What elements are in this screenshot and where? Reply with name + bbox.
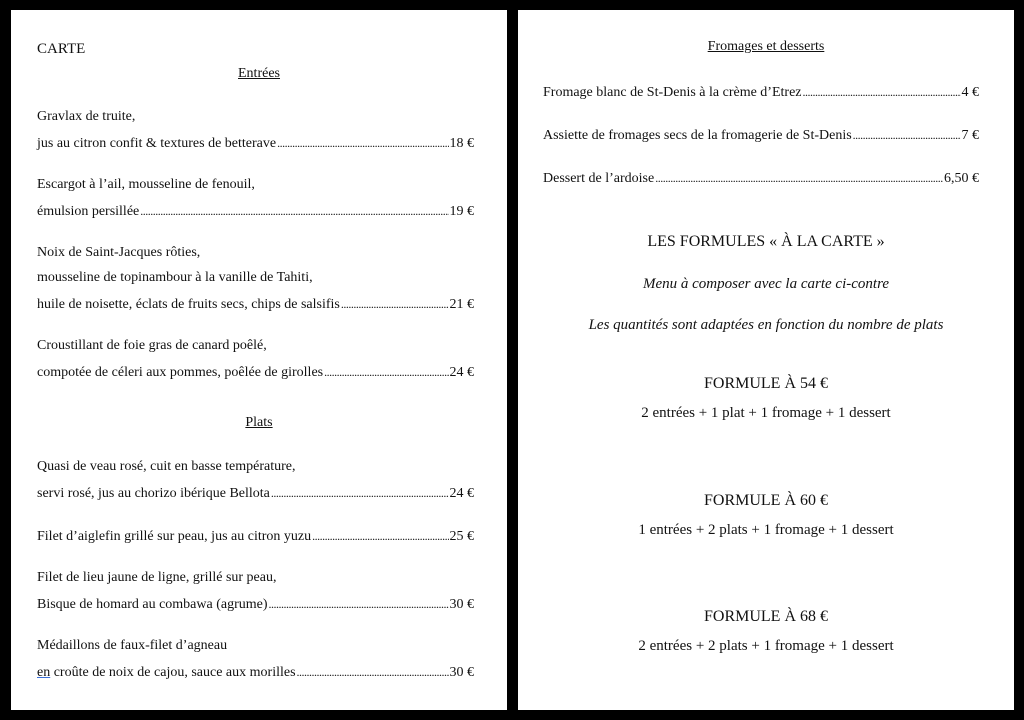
entree-2-price-row: [37, 202, 474, 221]
dot-leader: [341, 295, 449, 313]
dessert-item-2: [543, 126, 979, 145]
entree-1-line-1: Gravlax de truite,: [37, 109, 136, 124]
plat-3-price-row: [37, 595, 474, 614]
plat-4-prefix: en: [37, 665, 51, 680]
entree-3-price: 21 €: [449, 297, 474, 312]
plat-1-description: servi rosé, jus au chorizo ibérique Bellota: [37, 486, 270, 501]
entree-4-price-row: [37, 363, 474, 382]
formule-2-detail: 1 entrées + 2 plats + 1 fromage + 1 dessert: [638, 522, 894, 538]
dessert-item-3-price: 6,50 €: [944, 171, 979, 186]
dessert-item-1-price: 4 €: [961, 85, 979, 100]
formule-3-detail: 2 entrées + 2 plats + 1 fromage + 1 dessert: [638, 638, 894, 654]
dessert-item-3: [543, 169, 979, 188]
dot-leader: [277, 134, 448, 152]
entree-1-price-row: [37, 134, 474, 153]
dessert-item-1: [543, 83, 979, 102]
plat-3-description: Bisque de homard au combawa (agrume): [37, 597, 268, 612]
entree-4-description: compotée de céleri aux pommes, poêlée de girolles: [37, 365, 324, 380]
fromages-desserts-heading: Fromages et desserts: [707, 39, 825, 54]
dot-leader: [655, 169, 943, 187]
plat-4-price: 30 €: [449, 665, 474, 680]
menu-page-right: [518, 10, 1014, 710]
plat-1-line-1: Quasi de veau rosé, cuit en basse température,: [37, 459, 296, 474]
plat-3-price: 30 €: [449, 597, 474, 612]
formules-subtitle-2: Les quantités sont adaptées en fonction du nombre de plats: [588, 317, 944, 333]
formules-subtitle-1: Menu à composer avec la carte ci-contre: [642, 276, 890, 292]
dessert-item-2-price: 7 €: [961, 128, 979, 143]
plat-1-price: 24 €: [449, 486, 474, 501]
dot-leader: [312, 527, 448, 545]
plat-4-description: [37, 664, 296, 682]
entree-4-price: 24 €: [449, 365, 474, 380]
menu-title: CARTE: [37, 41, 86, 57]
formules-title: LES FORMULES « À LA CARTE »: [647, 233, 885, 250]
entree-4-line-1: Croustillant de foie gras de canard poêlé,: [37, 338, 267, 353]
dessert-item-1-label: Fromage blanc de St-Denis à la crème d’Etrez: [543, 85, 802, 100]
plat-4-price-row: [37, 663, 474, 682]
plat-4-line-1: Médaillons de faux-filet d’agneau: [37, 638, 228, 653]
entree-1-price: 18 €: [449, 136, 474, 151]
dot-leader: [853, 126, 961, 144]
formule-3-title: FORMULE À 68 €: [703, 608, 828, 625]
entree-3-line-1: Noix de Saint-Jacques rôties,: [37, 245, 201, 260]
dot-leader: [803, 83, 961, 101]
entrees-heading: Entrées: [238, 66, 280, 81]
formule-1-title: FORMULE À 54 €: [703, 375, 828, 392]
dessert-item-2-label: Assiette de fromages secs de la fromagerie de St-Denis: [543, 128, 852, 143]
formule-1-detail: 2 entrées + 1 plat + 1 fromage + 1 dessert: [641, 405, 891, 421]
entree-3-price-row: [37, 295, 474, 314]
plat-2-price: 25 €: [449, 529, 474, 544]
entree-3-line-2: mousseline de topinambour à la vanille de Tahiti,: [37, 270, 313, 285]
entree-2-price: 19 €: [449, 204, 474, 219]
entree-1-description: jus au citron confit & textures de betterave: [37, 136, 277, 151]
dot-leader: [140, 202, 448, 220]
dot-leader: [271, 484, 449, 502]
entree-3-description: huile de noisette, éclats de fruits secs, chips de salsifis: [37, 297, 340, 312]
menu-page-left: [11, 10, 507, 710]
entree-2-line-1: Escargot à l’ail, mousseline de fenouil,: [37, 177, 255, 192]
plat-4-rest: croûte de noix de cajou, sauce aux morilles: [50, 665, 296, 680]
plat-2-price-row: [37, 527, 474, 546]
formule-2-title: FORMULE À 60 €: [703, 492, 828, 509]
plat-2-description: Filet d’aiglefin grillé sur peau, jus au citron yuzu: [37, 529, 312, 544]
plat-1-price-row: [37, 484, 474, 503]
plats-heading: Plats: [245, 415, 273, 430]
entree-2-description: émulsion persillée: [37, 204, 140, 219]
dot-leader: [269, 595, 449, 613]
plat-3-line-1: Filet de lieu jaune de ligne, grillé sur peau,: [37, 570, 277, 585]
dot-leader: [324, 363, 448, 381]
dot-leader: [297, 663, 449, 681]
dessert-item-3-label: Dessert de l’ardoise: [543, 171, 655, 186]
